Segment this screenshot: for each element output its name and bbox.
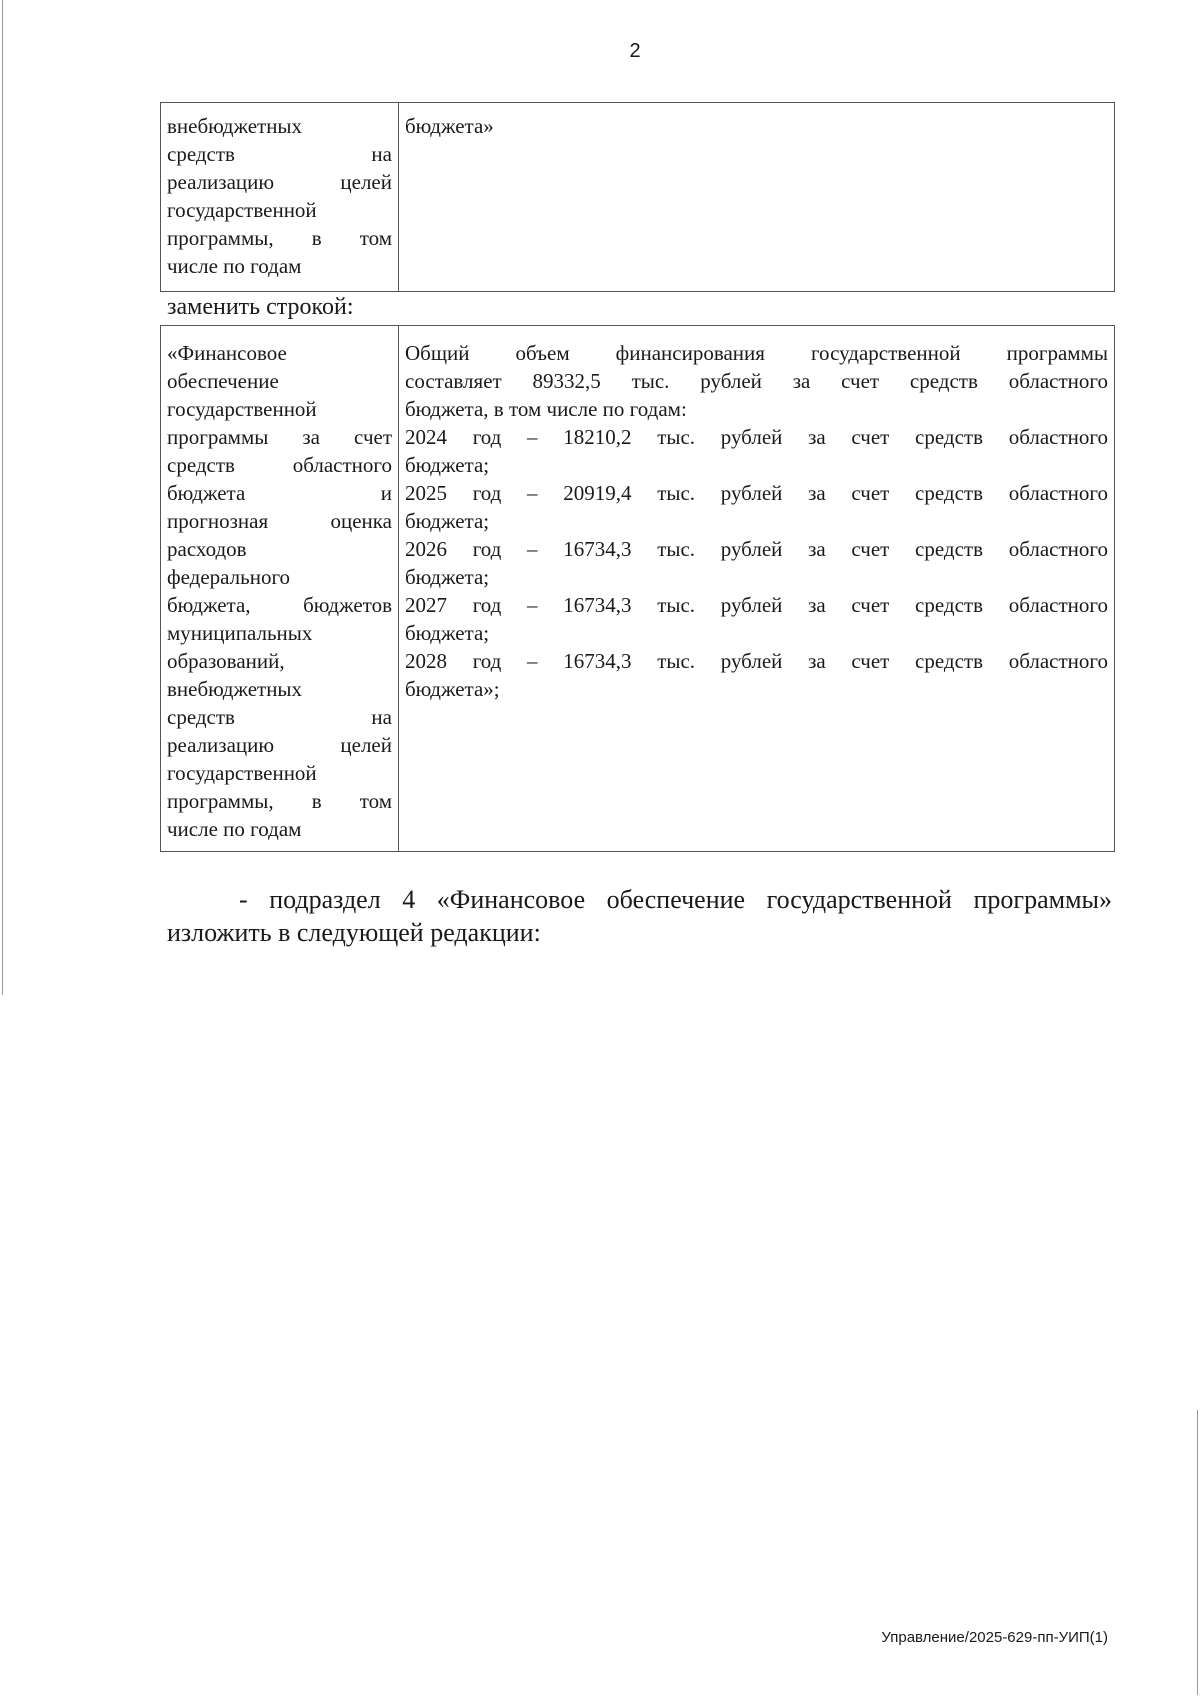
cell-line: 2027 год – 16734,3 тыс. рублей за счет средств областного	[405, 593, 1108, 617]
cell-line: составляет 89332,5 тыс. рублей за счет средств областного	[405, 369, 1108, 393]
cell-line: бюджета;	[405, 509, 490, 533]
document-code: Управление/2025-629-пп-УИП(1)	[881, 1629, 1108, 1646]
paragraph-line: - подраздел 4 «Финансовое обеспечение государственной программы»	[239, 885, 1112, 914]
table-continuation	[160, 102, 1115, 292]
scan-right-edge	[1197, 1410, 1198, 1695]
table-cell-value	[399, 103, 1115, 292]
cell-line: бюджета»;	[405, 677, 500, 701]
replace-label: заменить строкой:	[167, 294, 354, 320]
table-row	[161, 103, 1115, 292]
cell-line: обеспечение	[167, 369, 279, 393]
cell-line: расходов	[167, 537, 247, 561]
body-paragraph	[167, 883, 1112, 949]
page-number: 2	[629, 40, 641, 62]
cell-line: «Финансовое	[167, 341, 287, 365]
table-cell-value	[399, 326, 1115, 852]
cell-line: внебюджетных	[167, 114, 303, 138]
cell-line: внебюджетных	[167, 677, 303, 701]
cell-line: реализацию целей	[167, 733, 392, 757]
paragraph-line: изложить в следующей редакции:	[167, 918, 541, 947]
cell-line: бюджета;	[405, 565, 490, 589]
cell-line: 2025 год – 20919,4 тыс. рублей за счет средств областного	[405, 481, 1108, 505]
cell-line: образований,	[167, 649, 285, 673]
cell-line: программы за счет	[167, 425, 392, 449]
cell-line: программы, в том	[167, 226, 392, 250]
cell-line: бюджета, в том числе по годам:	[405, 397, 687, 421]
cell-line: числе по годам	[167, 817, 302, 841]
table-cell-label	[161, 326, 399, 852]
table-row	[161, 326, 1115, 852]
cell-line: государственной	[167, 397, 317, 421]
cell-line: бюджета»	[405, 114, 494, 138]
scan-left-edge	[2, 0, 3, 995]
cell-line: прогнозная оценка	[167, 509, 392, 533]
cell-line: государственной	[167, 761, 317, 785]
cell-line: муниципальных	[167, 621, 313, 645]
table-cell-label	[161, 103, 399, 292]
cell-line: средств на	[167, 142, 392, 166]
cell-line: государственной	[167, 198, 317, 222]
cell-line: бюджета и	[167, 481, 392, 505]
cell-line: бюджета, бюджетов	[167, 593, 392, 617]
cell-line: 2028 год – 16734,3 тыс. рублей за счет средств областного	[405, 649, 1108, 673]
cell-line: числе по годам	[167, 254, 302, 278]
cell-line: программы, в том	[167, 789, 392, 813]
cell-line: 2024 год – 18210,2 тыс. рублей за счет средств областного	[405, 425, 1108, 449]
cell-line: 2026 год – 16734,3 тыс. рублей за счет средств областного	[405, 537, 1108, 561]
table-replacement	[160, 325, 1115, 852]
cell-line: Общий объем финансирования государственной программы	[405, 341, 1108, 365]
cell-line: средств областного	[167, 453, 392, 477]
cell-line: бюджета;	[405, 453, 490, 477]
cell-line: средств на	[167, 705, 392, 729]
cell-line: бюджета;	[405, 621, 490, 645]
cell-line: федерального	[167, 565, 291, 589]
cell-line: реализацию целей	[167, 170, 392, 194]
